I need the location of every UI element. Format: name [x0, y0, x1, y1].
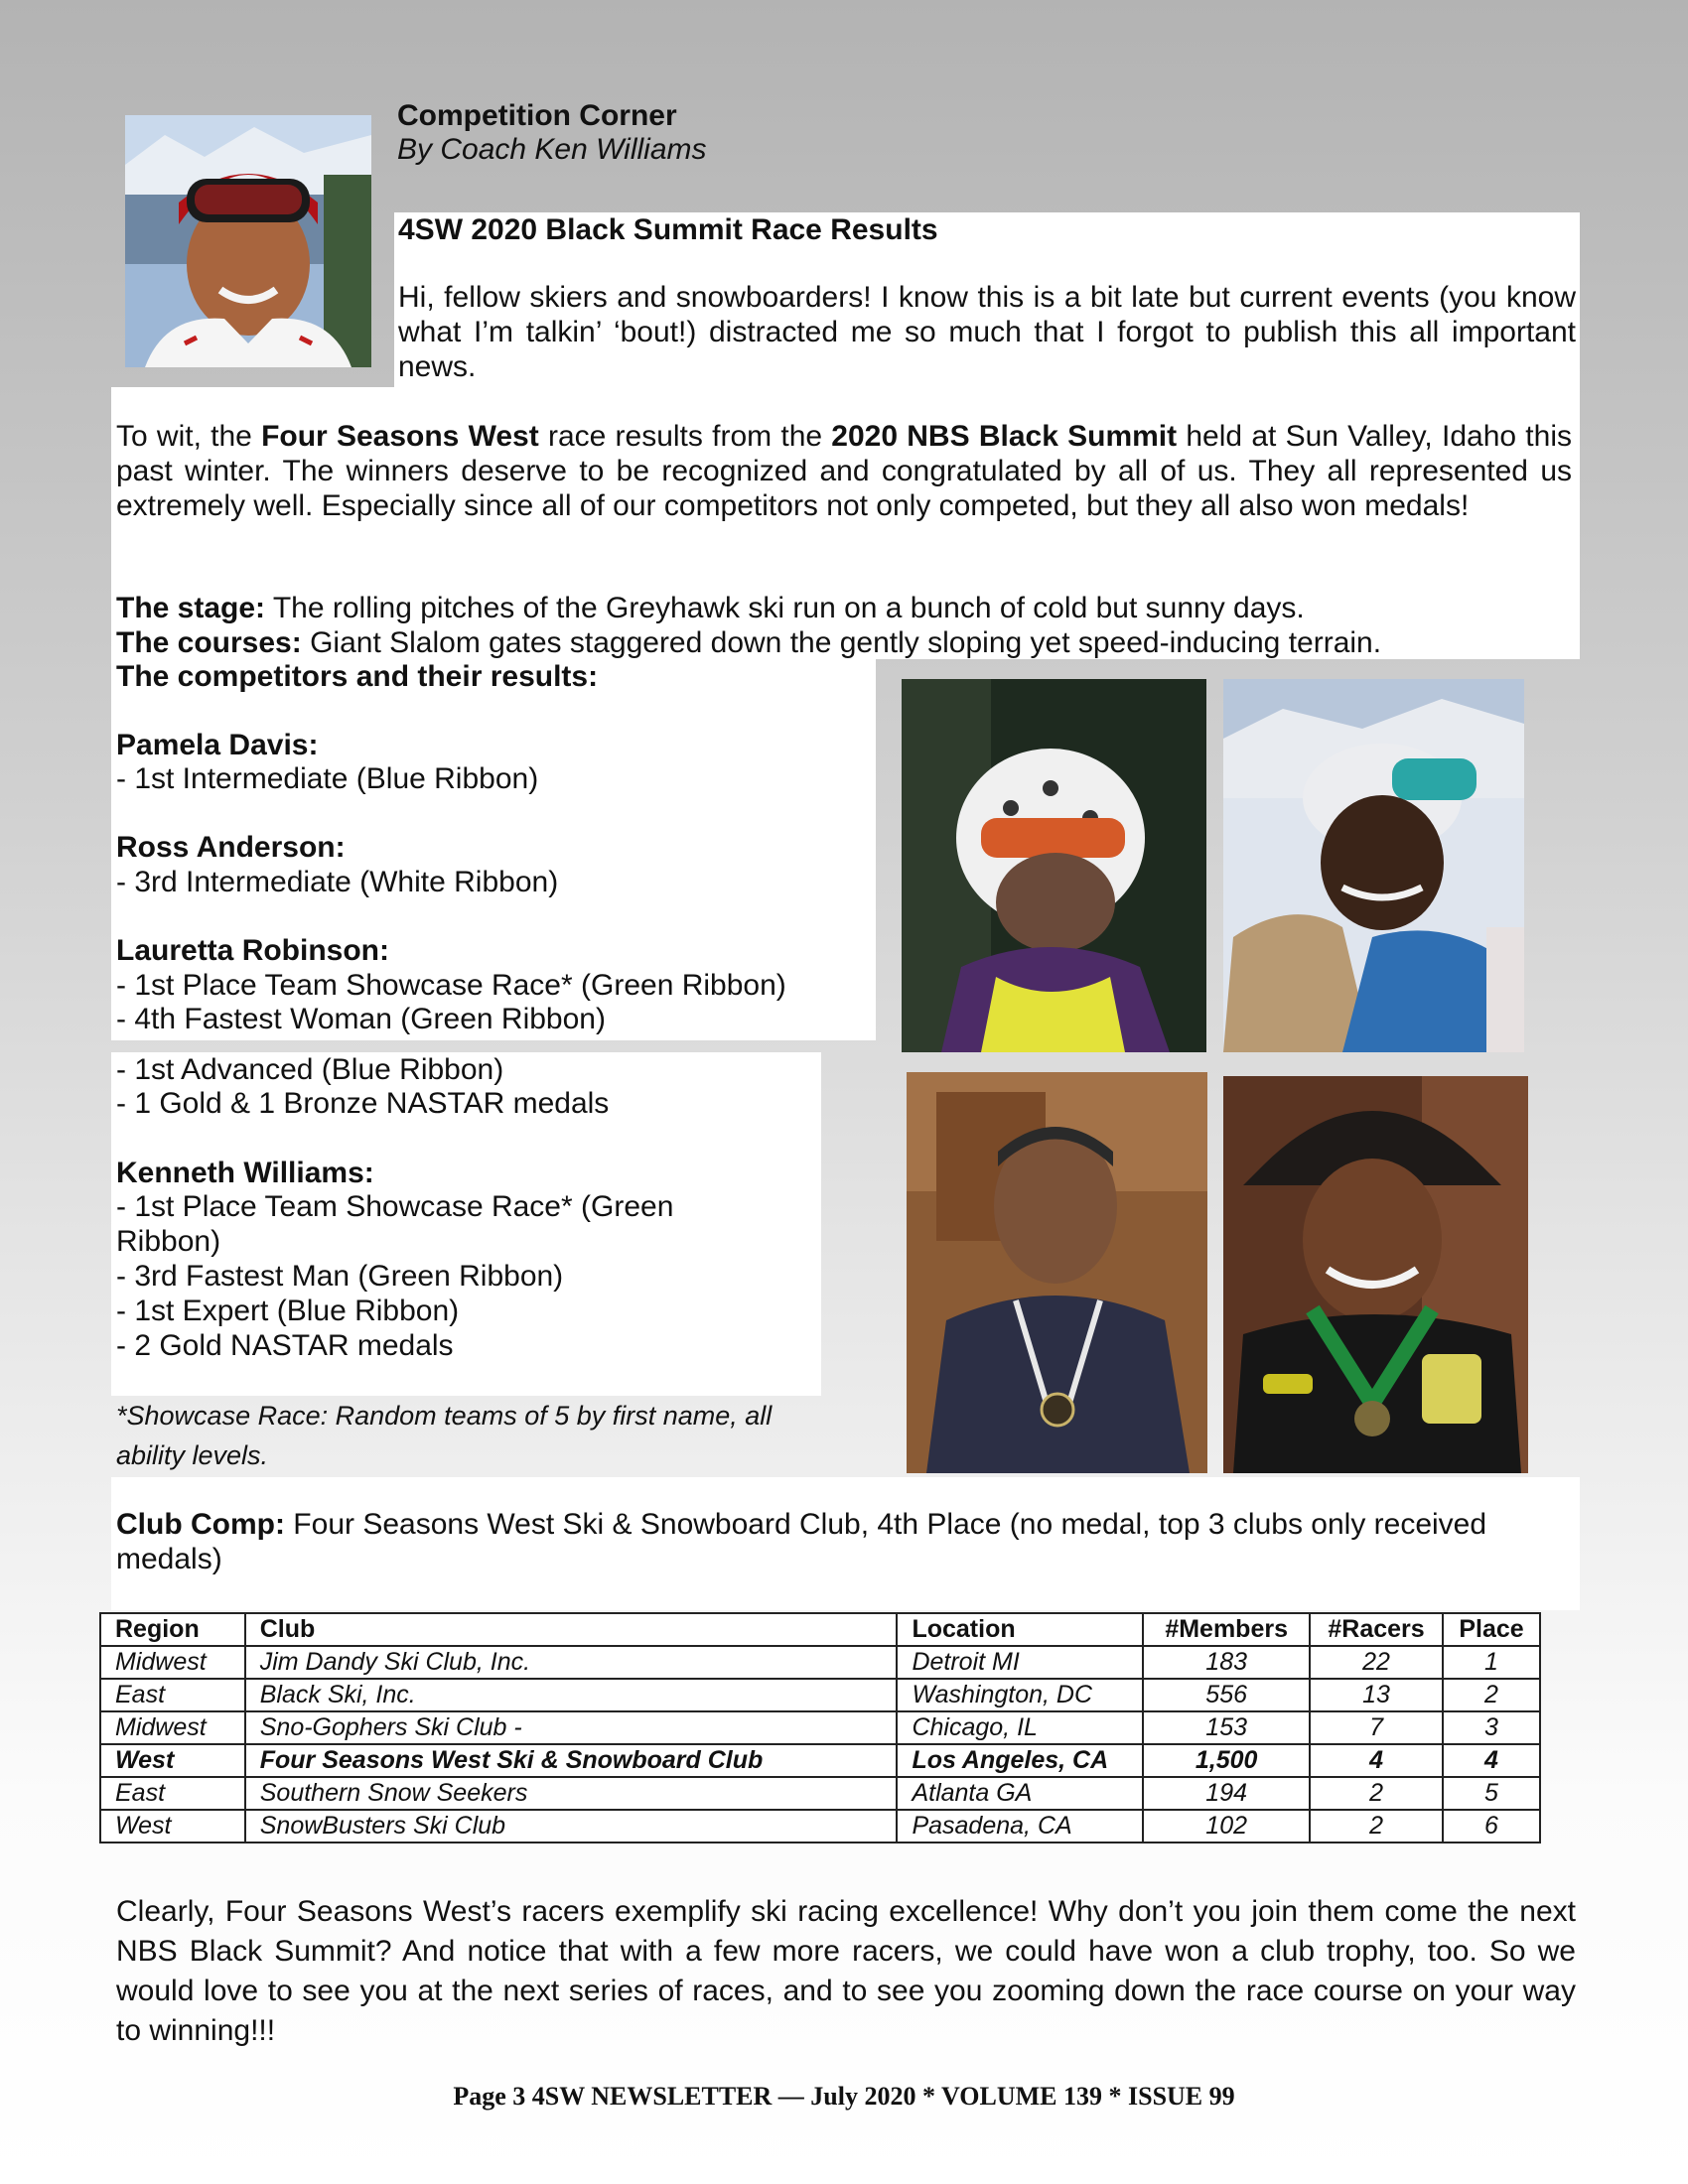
competitor-name: Ross Anderson: — [116, 831, 346, 864]
cell-club: Southern Snow Seekers — [245, 1777, 898, 1810]
table-row — [100, 1646, 1540, 1679]
table-row — [100, 1679, 1540, 1711]
cell-location: Los Angeles, CA — [897, 1744, 1143, 1777]
club-comp-text — [116, 1507, 1546, 1576]
event-name-bold: 2020 NBS Black Summit — [831, 420, 1178, 453]
cell-place: 4 — [1443, 1744, 1540, 1777]
cell-members: 1,500 — [1143, 1744, 1310, 1777]
cell-place: 6 — [1443, 1810, 1540, 1843]
cell-location: Detroit MI — [897, 1646, 1143, 1679]
stage-label: The stage: — [116, 592, 266, 624]
competitor-result: - 4th Fastest Woman (Green Ribbon) — [116, 1003, 606, 1035]
cell-region: East — [100, 1679, 245, 1711]
racer-photo-4 — [1223, 1076, 1528, 1473]
cell-region: Midwest — [100, 1711, 245, 1744]
intro-section — [394, 212, 1580, 387]
col-header-region: Region — [100, 1613, 245, 1646]
competitor-result: - 1 Gold & 1 Bronze NASTAR medals — [116, 1087, 610, 1120]
cell-racers: 7 — [1310, 1711, 1443, 1744]
column-title: Competition Corner — [397, 99, 677, 132]
cell-racers: 2 — [1310, 1777, 1443, 1810]
cell-racers: 4 — [1310, 1744, 1443, 1777]
competitor-result: - 1st Intermediate (Blue Ribbon) — [116, 762, 539, 795]
col-header-place: Place — [1443, 1613, 1540, 1646]
showcase-footnote: *Showcase Race: Random teams of 5 by first name, all ability levels. — [116, 1401, 773, 1470]
cell-club: Jim Dandy Ski Club, Inc. — [245, 1646, 898, 1679]
coach-photo — [125, 115, 371, 367]
cell-place: 2 — [1443, 1679, 1540, 1711]
club-results-table — [99, 1612, 1541, 1843]
cell-members: 102 — [1143, 1810, 1310, 1843]
competitor-result: - 2 Gold NASTAR medals — [116, 1329, 454, 1362]
cell-place: 5 — [1443, 1777, 1540, 1810]
cell-region: West — [100, 1810, 245, 1843]
competitor-result: - 1st Place Team Showcase Race* (Green Ribbon) — [116, 1190, 674, 1258]
competitor-name: Pamela Davis: — [116, 729, 319, 761]
col-header-location: Location — [897, 1613, 1143, 1646]
club-comp-section — [111, 1477, 1580, 1610]
cell-club: Sno-Gophers Ski Club - — [245, 1711, 898, 1744]
stage-line — [116, 591, 1305, 625]
racer-photo-2 — [1223, 679, 1524, 1052]
table-header-row — [100, 1613, 1540, 1646]
text-run: To wit, the — [116, 420, 262, 453]
competitors-heading: The competitors and their results: — [116, 660, 599, 693]
competitor-name: Kenneth Williams: — [116, 1157, 374, 1189]
wit-paragraph — [116, 419, 1572, 523]
club-comp-detail: Four Seasons West Ski & Snowboard Club, 4th Place (no medal, top 3 clubs only received medals) — [116, 1508, 1487, 1575]
cell-members: 153 — [1143, 1711, 1310, 1744]
table-row — [100, 1810, 1540, 1843]
cell-racers: 22 — [1310, 1646, 1443, 1679]
table-row — [100, 1777, 1540, 1810]
cell-place: 3 — [1443, 1711, 1540, 1744]
closing-paragraph: Clearly, Four Seasons West’s racers exemplify ski racing excellence! Why don’t you join them come the next NBS Black Summit? And notice that with a few more racers, we could have won a club trophy, too. So we would love to see you at the next series of races, and to see you zooming down the race course on your way to winning!!! — [116, 1895, 1576, 2047]
cell-location: Atlanta GA — [897, 1777, 1143, 1810]
table-row-highlighted — [100, 1744, 1540, 1777]
cell-members: 194 — [1143, 1777, 1310, 1810]
page-footer: Page 3 4SW NEWSLETTER — July 2020 * VOLUME 139 * ISSUE 99 — [453, 2082, 1235, 2111]
col-header-members: #Members — [1143, 1613, 1310, 1646]
club-name-bold: Four Seasons West — [261, 420, 539, 453]
competitor-result: - 1st Expert (Blue Ribbon) — [116, 1295, 460, 1327]
results-section-2 — [111, 1052, 821, 1396]
cell-region: East — [100, 1777, 245, 1810]
cell-club: Black Ski, Inc. — [245, 1679, 898, 1711]
cell-club: SnowBusters Ski Club — [245, 1810, 898, 1843]
col-header-club: Club — [245, 1613, 898, 1646]
text-run: race results from the — [538, 420, 832, 453]
cell-club: Four Seasons West Ski & Snowboard Club — [245, 1744, 898, 1777]
racer-photo-1 — [902, 679, 1206, 1052]
courses-label: The courses: — [116, 626, 302, 659]
intro-paragraph: Hi, fellow skiers and snowboarders! I know this is a bit late but current events (you know what I’m talkin’ ‘bout!) distracted me so much that I forgot to publish this all important news. — [398, 281, 1576, 383]
competitor-result: - 1st Place Team Showcase Race* (Green Ribbon) — [116, 969, 786, 1002]
cell-location: Pasadena, CA — [897, 1810, 1143, 1843]
competitor-result: - 1st Advanced (Blue Ribbon) — [116, 1053, 504, 1086]
competitor-result: - 3rd Intermediate (White Ribbon) — [116, 866, 559, 898]
cell-region: Midwest — [100, 1646, 245, 1679]
col-header-racers: #Racers — [1310, 1613, 1443, 1646]
courses-line — [116, 625, 1381, 660]
competitor-result: - 3rd Fastest Man (Green Ribbon) — [116, 1260, 564, 1293]
stage-text: The rolling pitches of the Greyhawk ski run on a bunch of cold but sunny days. — [265, 592, 1305, 624]
club-comp-label: Club Comp: — [116, 1508, 285, 1541]
courses-text: Giant Slalom gates staggered down the gently sloping yet speed-inducing terrain. — [301, 626, 1382, 659]
article-body — [111, 387, 1580, 659]
column-byline: By Coach Ken Williams — [397, 133, 707, 166]
cell-members: 183 — [1143, 1646, 1310, 1679]
cell-racers: 13 — [1310, 1679, 1443, 1711]
cell-location: Chicago, IL — [897, 1711, 1143, 1744]
cell-members: 556 — [1143, 1679, 1310, 1711]
racer-photo-3 — [907, 1072, 1207, 1473]
cell-location: Washington, DC — [897, 1679, 1143, 1711]
text-run: held at Sun Valley, Idaho this past winter. The winners deserve to be recognized and congratulated by all of us. They all represented us extremely well. Especially since all of our competitors not only competed, but they all also won medals! — [116, 420, 1572, 522]
cell-racers: 2 — [1310, 1810, 1443, 1843]
cell-place: 1 — [1443, 1646, 1540, 1679]
table-row — [100, 1711, 1540, 1744]
results-section-1 — [111, 659, 876, 1040]
article-headline: 4SW 2020 Black Summit Race Results — [398, 213, 938, 246]
competitor-name: Lauretta Robinson: — [116, 934, 389, 967]
cell-region: West — [100, 1744, 245, 1777]
